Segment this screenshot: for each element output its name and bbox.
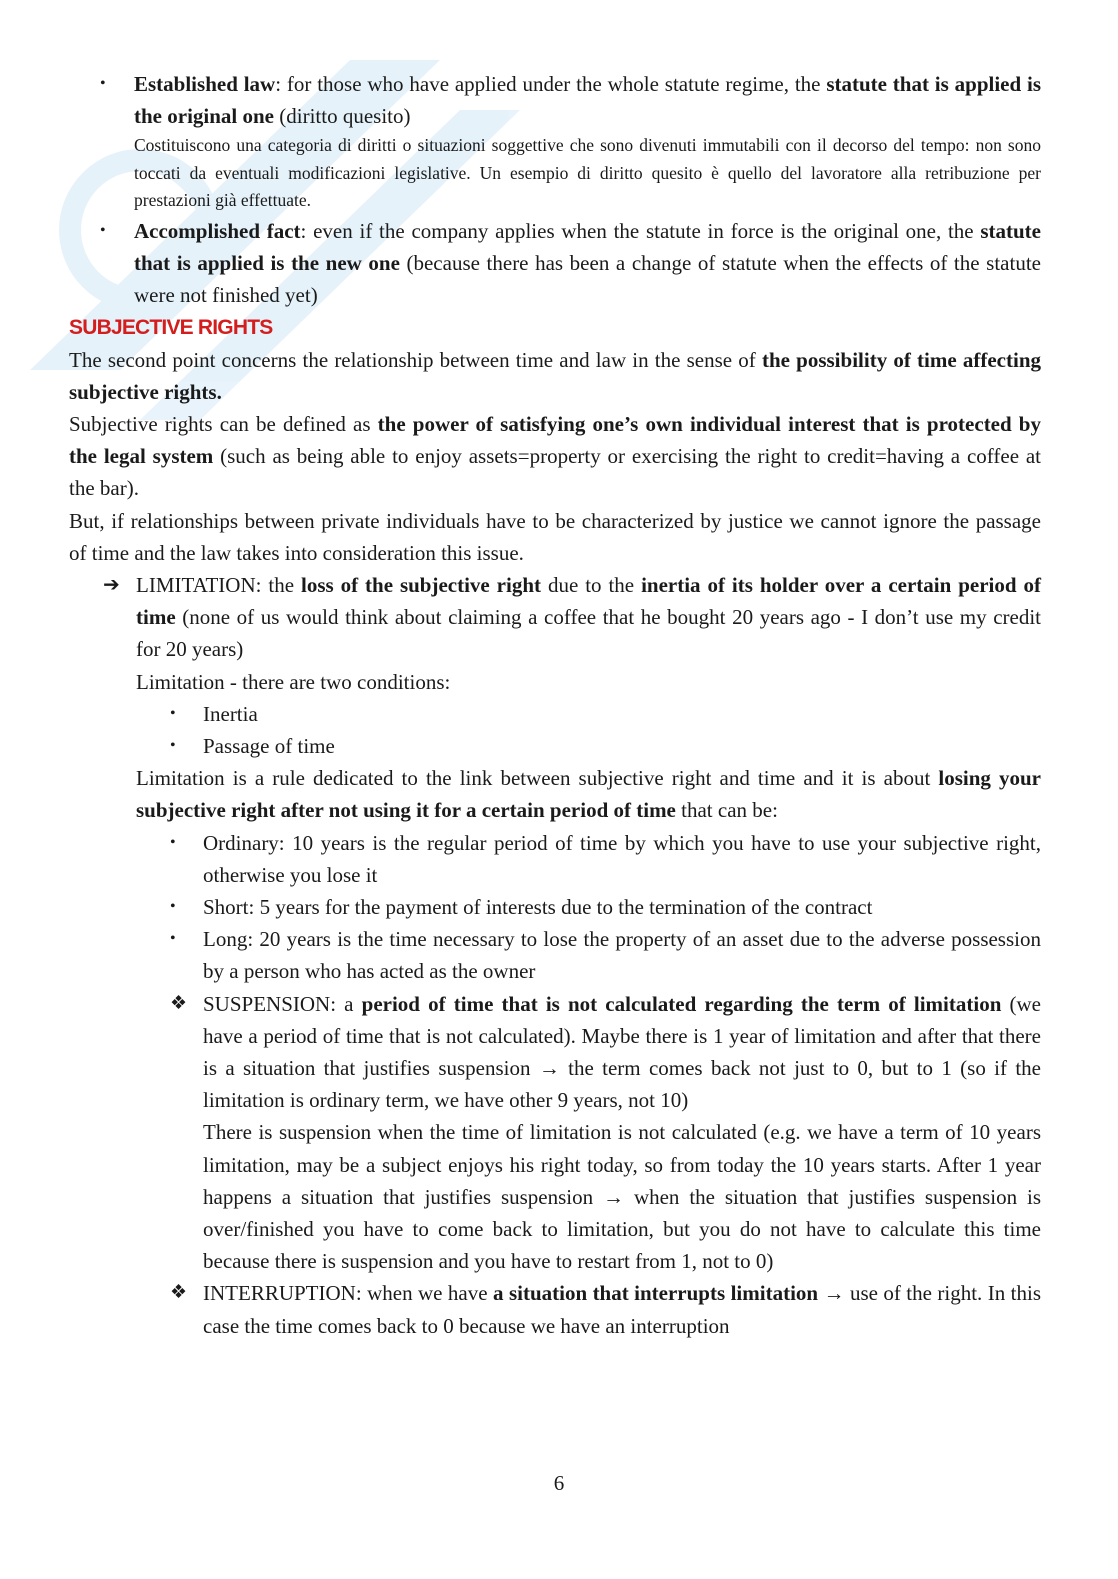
arrow-right-icon: ➔ [103, 573, 120, 596]
conditions-list [69, 698, 1041, 762]
list-item: • Long: 20 years is the time necessary to lose the property of an asset due to the adverse possession by a person who has acted as the owner [69, 923, 1041, 987]
page-number: 6 [553, 1471, 565, 1495]
interruption-item: ❖ INTERRUPTION: when we have a situation that interrupts limitation → use of the right. In this case the time comes back to 0 because we have an interruption [69, 1277, 1041, 1341]
section-heading: SUBJECTIVE RIGHTS [69, 315, 273, 339]
document-page [69, 68, 1041, 1342]
italian-note: Costituiscono una categoria di diritti o situazioni soggettive che sono divenuti immutabili con il decorso del tempo: non sono toccati da eventuali modificazioni legislative. Un esempio di diritto quesito è quello del lavoratore alla retribuzione per prestazioni già effettuate. [134, 135, 1041, 211]
established-law-label: Established law [134, 72, 276, 96]
list-item: • Ordinary: 10 years is the regular period of time by which you have to use your subjective right, otherwise you lose it [69, 827, 1041, 891]
accomplished-fact-label: Accomplished fact [134, 218, 301, 243]
list-item: • Short: 5 years for the payment of interests due to the termination of the contract [69, 891, 1041, 923]
suspension-detail: There is suspension when the time of limitation is not calculated (e.g. we have a term of 10 years limitation, may be a subject enjoys his right today, so from today the 10 years starts. After 1 year happens a situation that justifies suspension → when the situation that justifies suspension is over/finished you have to come back to limitation, but you do not have to calculate this time because there is suspension and you have to restart from 1, not to 0) [203, 1120, 1041, 1274]
limitation-rule: Limitation is a rule dedicated to the link between subjective right and time and it is about losing your subjective right after not using it for a certain period of time that can be: [136, 766, 1041, 823]
list-item: • Inertia [69, 698, 1041, 730]
paragraph-justice: But, if relationships between private individuals have to be characterized by justice we cannot ignore the passage of time and the law takes into consideration this issue. [69, 508, 1041, 565]
paragraph-time-affecting: The second point concerns the relationship between time and law in the sense of the possibility of time affecting subjective rights. [69, 347, 1041, 404]
diamond-bullet-icon: ❖ [170, 992, 188, 1014]
conditions-intro: Limitation - there are two conditions: [136, 669, 451, 694]
limitation-periods-list [69, 827, 1041, 988]
transitional-law-list [69, 68, 1041, 312]
diamond-bullet-icon: ❖ [170, 1282, 188, 1304]
limitation-item: ➔ LIMITATION: the loss of the subjective right due to the inertia of its holder over a certain period of time (none of us would think about claiming a coffee that he bought 20 years ago - I don’t use my credit for 20 years) Limitation - there are two conditions: [69, 569, 1041, 698]
list-item: • Passage of time [69, 730, 1041, 762]
suspension-item: ❖ SUSPENSION: a period of time that is not calculated regarding the term of limitation (we have a period of time that is not calculated). Maybe there is 1 year of limitation and after that there is a situation that justifies suspension → the term comes back not just to 0, but to 1 (so if the limitation is ordinary term, we have other 9 years, not 10) There is suspension when the time of limitation is not calculated (e.g. we have a term of 10 years limitation, may be a subject enjoys his right today, so from today the 10 years starts. After 1 year happens a situation that justifies suspension → when the situation that justifies suspension is over/finished you have to come back to limitation, but you do not have to calculate this time because there is suspension and you have to restart from 1, not to 0) [69, 988, 1041, 1278]
list-item-accomplished-fact: • Accomplished fact: even if the company applies when the statute in force is the original one, the statute that is applied is the new one (because there has been a change of statute when the effects of the statute were not finished yet) [0, 215, 1041, 312]
paragraph-definition: Subjective rights can be defined as the power of satisfying one’s own individual interest that is protected by the legal system (such as being able to enjoy assets=property or exercising the right to credit=having a coffee at the bar). [69, 411, 1042, 501]
list-item-established-law: • Established law: for those who have applied under the whole statute regime, the statute that is applied is the original one (diritto quesito) Costituiscono una categoria di diritti o situazioni soggettive che sono divenuti immutabili con il decorso del tempo: non sono toccati da eventuali modificazioni legislative. Un esempio di diritto quesito è quello del lavoratore alla retribuzione per prestazioni già effettuate. [0, 68, 1041, 215]
